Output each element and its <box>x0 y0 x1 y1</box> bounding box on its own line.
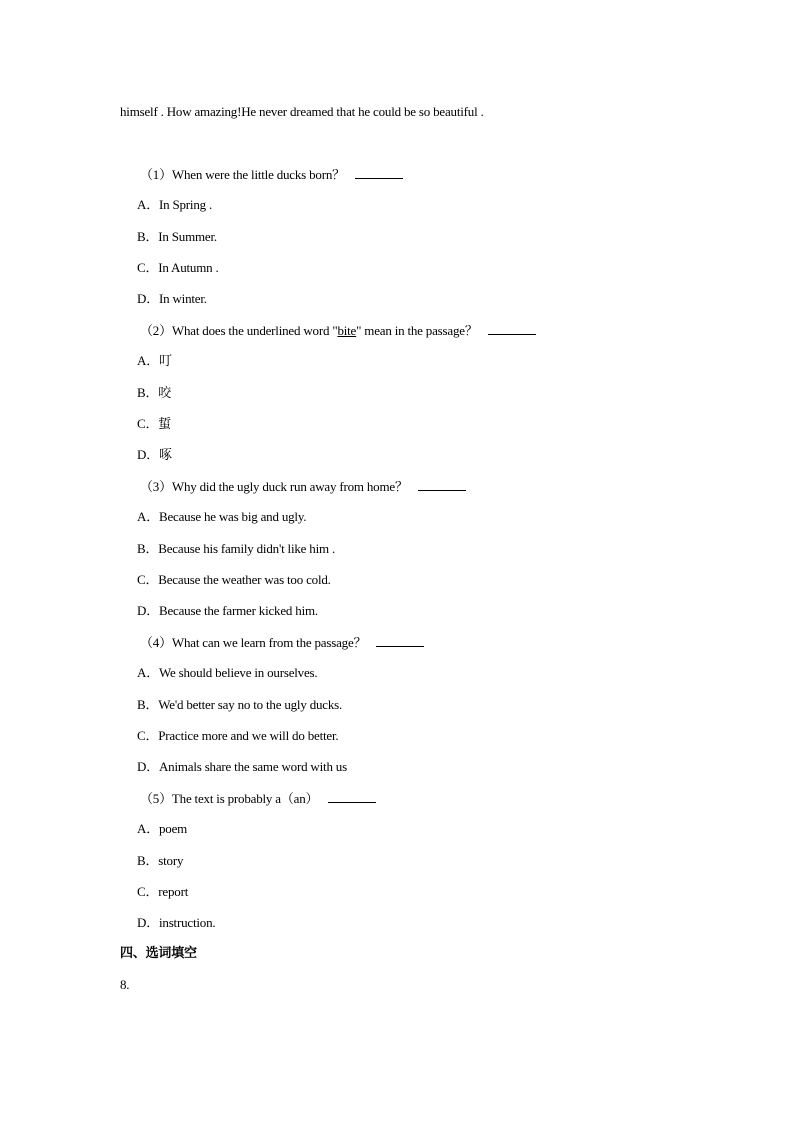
question-2-stem-start: （2）What does the underlined word " <box>140 323 338 338</box>
answer-blank-3[interactable] <box>418 478 466 491</box>
question-2-option-b: B．咬 <box>137 385 172 400</box>
question-2-stem-end: " mean in the passage？ <box>356 323 478 338</box>
question-1-option-a: A．In Spring . <box>137 197 213 212</box>
question-4-option-d: D．Animals share the same word with us <box>137 759 347 774</box>
question-4-option-b: B．We'd better say no to the ugly ducks. <box>137 697 343 712</box>
question-2-option-d: D．啄 <box>137 447 172 462</box>
answer-blank-4[interactable] <box>376 634 424 647</box>
question-5-option-a: A．poem <box>137 821 188 836</box>
question-4-stem: （4）What can we learn from the passage？ <box>140 635 367 650</box>
question-5-option-c: C．report <box>137 884 189 899</box>
answer-blank-2[interactable] <box>488 322 536 335</box>
question-1-option-d: D．In winter. <box>137 291 207 306</box>
question-1-stem: （1）When were the little ducks born？ <box>140 167 345 182</box>
question-2-option-a: A．叮 <box>137 353 172 368</box>
question-3 <box>140 478 466 495</box>
question-2-option-c: C．蜇 <box>137 416 172 431</box>
question-5-option-b: B．story <box>137 853 184 868</box>
question-5-option-d: D．instruction. <box>137 915 216 930</box>
question-2 <box>140 322 536 339</box>
question-4-option-c: C．Practice more and we will do better. <box>137 728 339 743</box>
answer-blank-5[interactable] <box>328 790 376 803</box>
item-number: 8. <box>120 977 130 992</box>
question-1-option-c: C．In Autumn . <box>137 260 219 275</box>
question-5 <box>140 790 376 807</box>
question-4 <box>140 634 424 651</box>
answer-blank-1[interactable] <box>355 166 403 179</box>
question-3-option-a: A．Because he was big and ugly. <box>137 509 307 524</box>
question-3-option-d: D．Because the farmer kicked him. <box>137 603 318 618</box>
question-5-stem: （5）The text is probably a（an） <box>140 791 319 806</box>
question-3-option-b: B．Because his family didn't like him . <box>137 541 336 556</box>
question-1-option-b: B．In Summer. <box>137 229 217 244</box>
passage-text: himself . How amazing!He never dreamed that he could be so beautiful . <box>120 104 484 119</box>
underlined-word: bite <box>337 323 357 338</box>
question-3-stem: （3）Why did the ugly duck run away from home？ <box>140 479 408 494</box>
question-4-option-a: A．We should believe in ourselves. <box>137 665 318 680</box>
section-heading: 四、选词填空 <box>120 946 197 961</box>
question-3-option-c: C．Because the weather was too cold. <box>137 572 331 587</box>
question-1 <box>140 166 403 183</box>
